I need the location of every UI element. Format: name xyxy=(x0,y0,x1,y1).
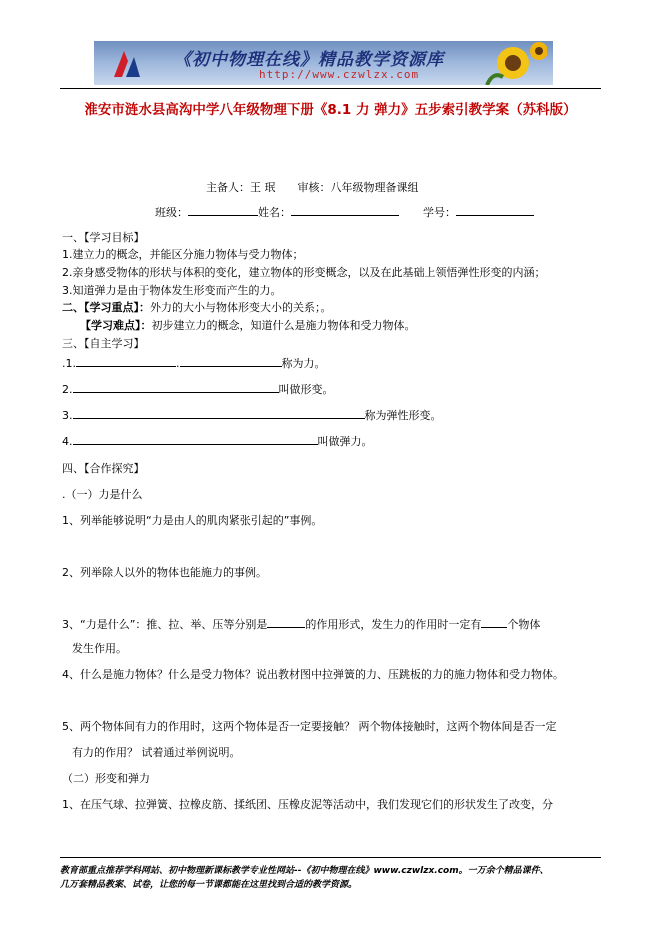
difficulty-text: 初步建立力的概念，知道什么是施力物体和受力物体。 xyxy=(151,319,416,332)
self-study-item-2 xyxy=(62,381,334,397)
item-tail: 叫做形变。 xyxy=(278,383,334,396)
document-title: 淮安市涟水县高沟中学八年级物理下册《8.1 力 弹力》五步索引教学案（苏科版） xyxy=(84,102,577,118)
sunflower-icon xyxy=(473,41,547,85)
q3-text-a: 3、“力是什么”：推、拉、举、压等分别是 xyxy=(62,618,268,631)
section4-heading: 四、【合作探究】 xyxy=(62,462,145,475)
number-label: 学号： xyxy=(423,206,456,219)
author-line: 主备人：王 珉 审核：八年级物理备课组 xyxy=(206,181,419,194)
q3-text-c: 个物体 xyxy=(507,618,541,631)
banner-title: 《初中物理在线》精品教学资源库 xyxy=(174,50,444,70)
name-label: 姓名： xyxy=(258,206,291,219)
item-dot: . xyxy=(176,357,180,370)
item-tail: 称为力。 xyxy=(281,357,326,370)
class-field[interactable] xyxy=(188,205,258,216)
self-study-item-1 xyxy=(62,355,326,371)
q3-text-b: 的作用形式，发生力的作用时一定有 xyxy=(305,618,482,631)
footer-line-1: 教育部重点推荐学科网站、初中物理新课标教学专业性网站--《初中物理在线》www.czwlzx.com。一万余个精品课件、 xyxy=(60,866,549,876)
fill-blank[interactable] xyxy=(73,408,365,419)
objective-1: 1.建立力的概念，并能区分施力物体与受力物体； xyxy=(62,248,304,261)
self-study-item-3 xyxy=(62,407,442,423)
item-tail: 称为弹性形变。 xyxy=(364,409,442,422)
name-field[interactable] xyxy=(291,205,399,216)
difficulty-label: 【学习难点】： xyxy=(80,319,152,332)
fill-blank[interactable] xyxy=(73,434,318,445)
key-points-text: 外力的大小与物体形变大小的关系；。 xyxy=(150,301,332,314)
footer-rule xyxy=(60,857,601,858)
section3-heading: 三、【自主学习】 xyxy=(62,337,145,350)
question-6: 1、在压气球、拉弹簧、拉橡皮筋、揉纸团、压橡皮泥等活动中，我们发现它们的形状发生了改变，分 xyxy=(62,798,553,811)
section2-heading xyxy=(62,299,332,315)
banner-url: http://www.czwlzx.com xyxy=(259,68,420,81)
question-3-cont: 发生作用。 xyxy=(72,642,127,655)
objective-3: 3.知道弹力是由于物体发生形变而产生的力。 xyxy=(62,284,282,297)
self-study-item-4 xyxy=(62,433,373,449)
fill-blank[interactable] xyxy=(76,356,176,367)
question-1: 1、列举能够说明“力是由人的肌肉紧张引起的”事例。 xyxy=(62,514,323,527)
question-5: 5、两个物体间有力的作用时，这两个物体是否一定要接触？ 两个物体接触时，这两个物体间是否一定 xyxy=(62,720,557,733)
question-5-cont: 有力的作用？ 试着通过举例说明。 xyxy=(72,746,241,759)
fill-blank[interactable] xyxy=(481,617,507,628)
fill-blank[interactable] xyxy=(73,382,279,393)
fill-blank[interactable] xyxy=(267,617,305,628)
student-info-line xyxy=(155,204,534,220)
question-4: 4、什么是施力物体？什么是受力物体？说出教材图中拉弹簧的力、压跳板的力的施力物体和受力物体。 xyxy=(62,668,564,681)
question-3 xyxy=(62,616,540,632)
objective-2: 2.亲身感受物体的形状与体积的变化，建立物体的形变概念，以及在此基础上领悟弹性形变的内涵； xyxy=(62,266,546,279)
subsection-1-heading: .（一）力是什么 xyxy=(62,488,143,501)
footer-line-2: 几万套精品教案、试卷，让您的每一节课都能在这里找到合适的教学资源。 xyxy=(60,880,358,890)
item-number: .1. xyxy=(62,357,76,370)
question-2: 2、列举除人以外的物体也能施力的事例。 xyxy=(62,566,267,579)
section1-heading: 一、【学习目标】 xyxy=(62,231,145,244)
site-logo-icon xyxy=(112,47,142,79)
item-number: 2. xyxy=(62,383,73,396)
difficulty-line xyxy=(80,317,416,333)
class-label: 班级： xyxy=(155,206,188,219)
fill-blank[interactable] xyxy=(180,356,282,367)
key-points-label: 二、【学习重点】： xyxy=(62,301,150,314)
header-banner xyxy=(94,41,553,85)
item-tail: 叫做弹力。 xyxy=(317,435,373,448)
subsection-2-heading: （二）形变和弹力 xyxy=(62,772,150,785)
number-field[interactable] xyxy=(456,205,534,216)
header-rule xyxy=(60,88,601,89)
item-number: 3. xyxy=(62,409,73,422)
item-number: 4. xyxy=(62,435,73,448)
